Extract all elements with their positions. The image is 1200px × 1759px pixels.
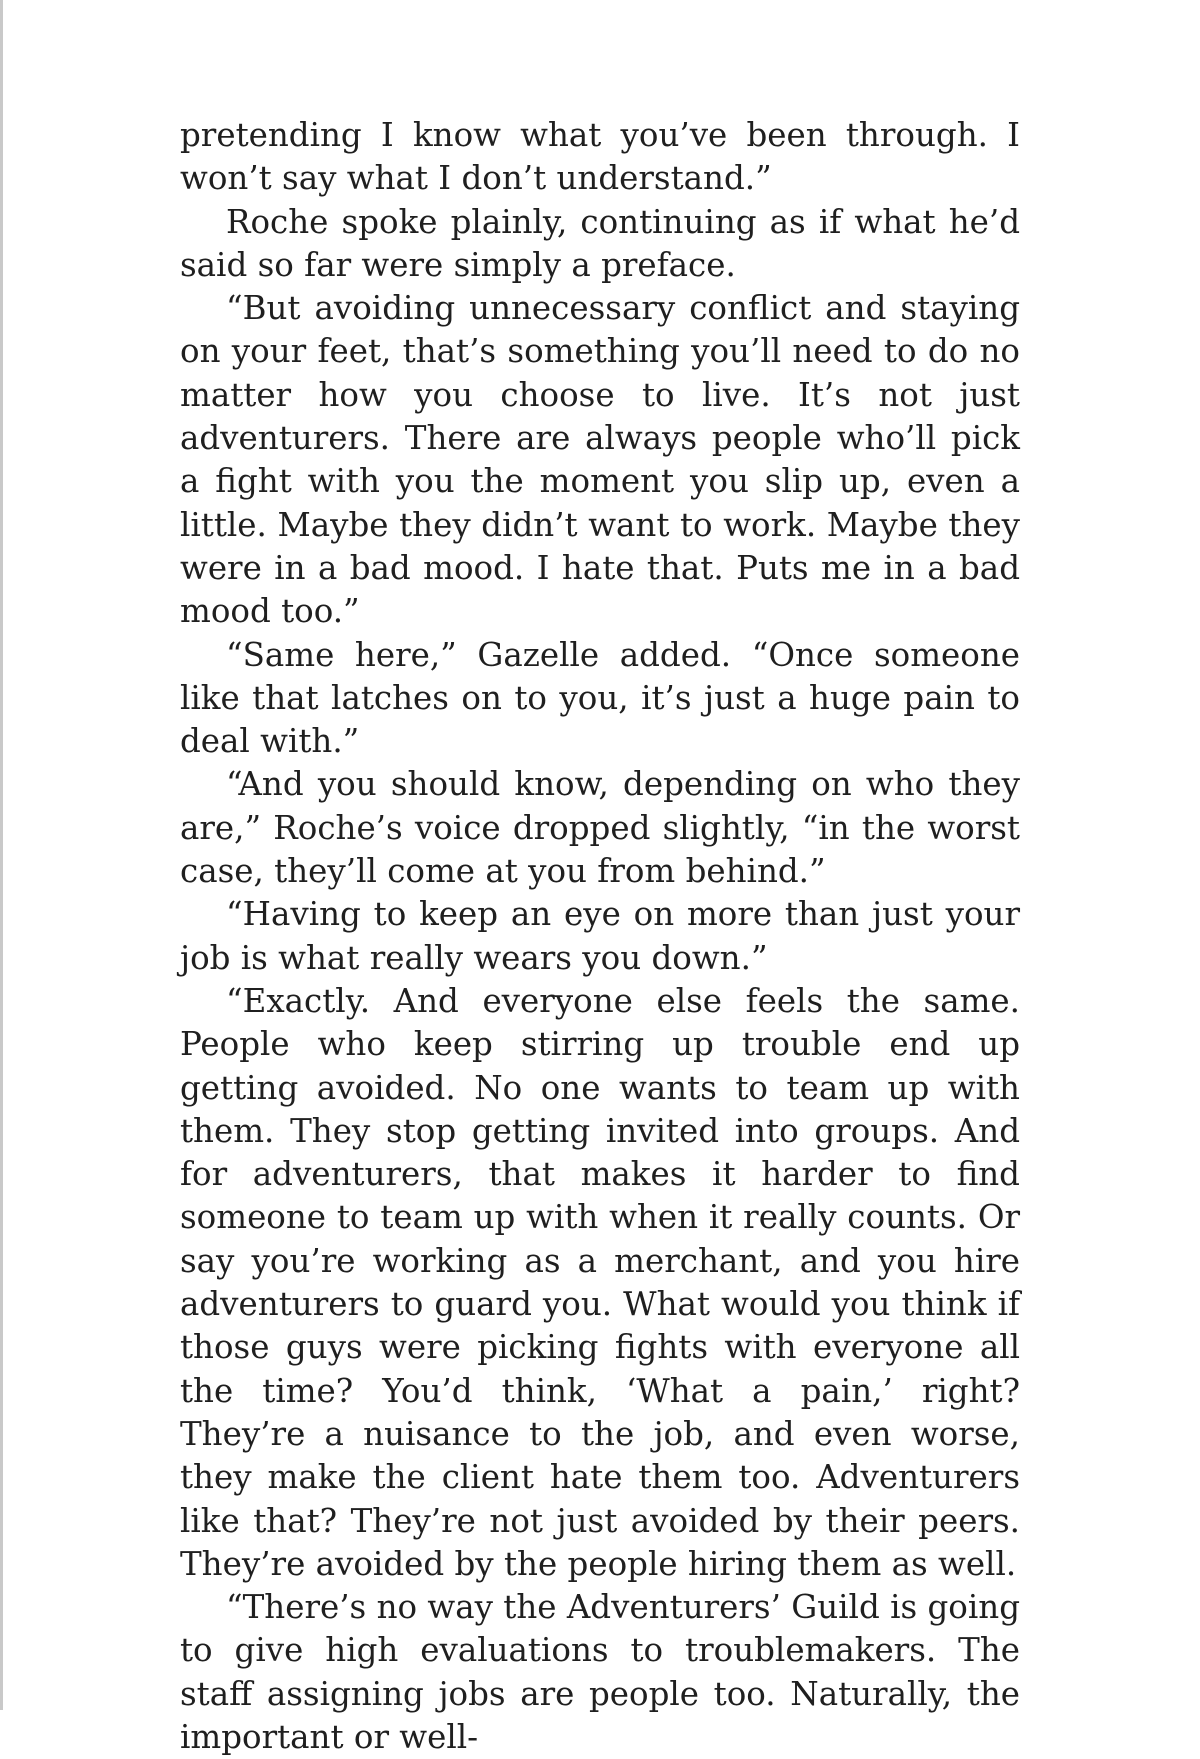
page-edge [0, 0, 3, 1710]
paragraph: “Having to keep an eye on more than just your job is what really wears you down.” [180, 895, 1020, 977]
paragraph: “And you should know, depending on who they are,” Roche’s voice dropped slightly, “in the worst case, they’ll come at you from behind.” [180, 765, 1020, 891]
paragraph: “There’s no way the Adventurers’ Guild is going to give high evaluations to troublemakers. The staff assigning jobs are people too. Naturally, the important or well- [180, 1588, 1020, 1756]
paragraph: “Exactly. And everyone else feels the same. People who keep stirring up trouble end up getting avoided. No one wants to team up with them. They stop getting invited into groups. And for adventurers, that makes it harder to find someone to team up with when it really counts. Or say you’re working as a merchant, and you hire adventurers to guard you. What would you think if those guys were picking fights with everyone all the time? You’d think, ‘What a pain,’ right? They’re a nuisance to the job, and even worse, they make the client hate them too. Adventurers like that? They’re not just avoided by their peers. They’re avoided by the people hiring them as well. [180, 981, 1020, 1583]
paragraph: “Same here,” Gazelle added. “Once someone like that latches on to you, it’s just a huge pain to deal with.” [180, 635, 1020, 761]
paragraph: Roche spoke plainly, continuing as if what he’d said so far were simply a preface. [180, 202, 1020, 284]
paragraph-continued: pretending I know what you’ve been through. I won’t say what I don’t understand.” [180, 116, 1020, 198]
book-page-text [180, 114, 1020, 1759]
paragraph: “But avoiding unnecessary conflict and staying on your feet, that’s something you’ll need to do no matter how you choose to live. It’s not just adventurers. There are always people who’ll pick a fight with you the moment you slip up, even a little. Maybe they didn’t want to work. Maybe they were in a bad mood. I hate that. Puts me in a bad mood too.” [180, 289, 1020, 631]
